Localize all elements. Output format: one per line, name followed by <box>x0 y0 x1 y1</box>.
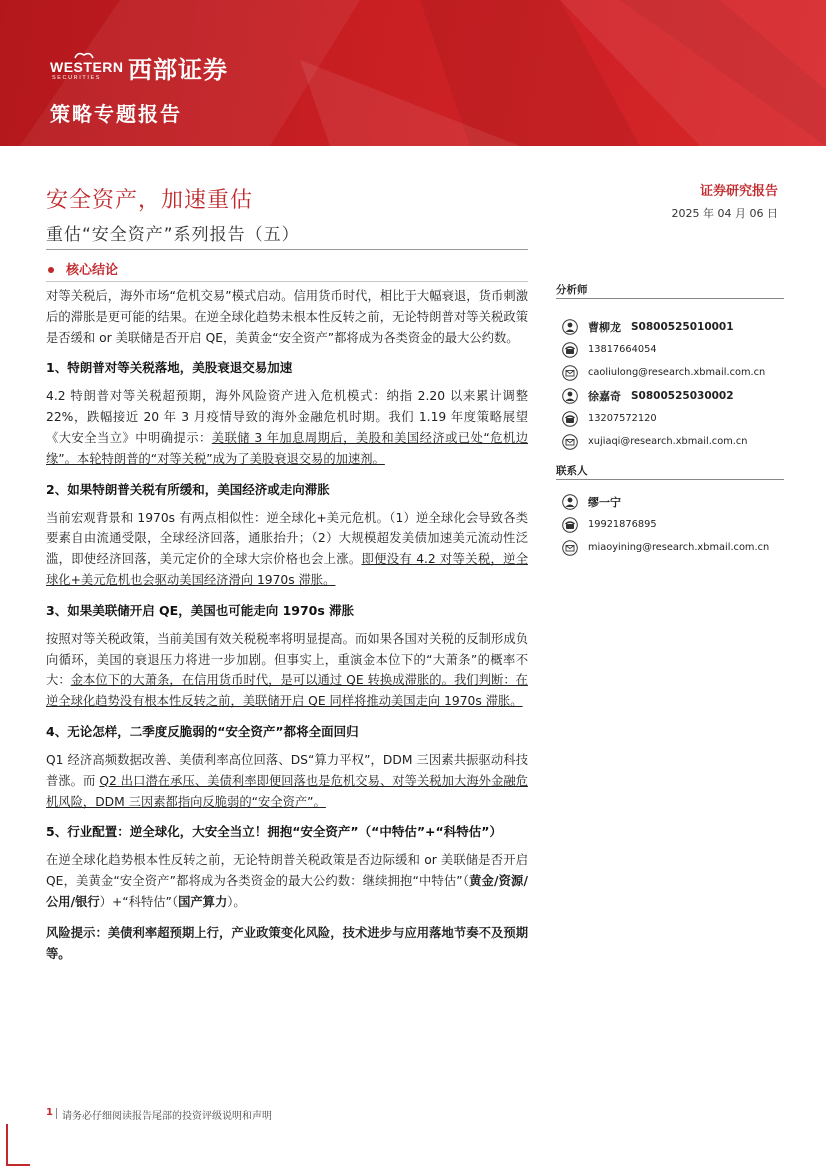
phone-icon <box>562 517 578 533</box>
section-paragraph-3 <box>46 629 528 712</box>
analyst-email-row <box>556 430 784 453</box>
footer-corner-mark <box>6 1124 30 1166</box>
analyst-email-row <box>556 361 784 384</box>
section-1-underlined: 美联储 3 年加息周期后，美股和美国经济或已处“危机边缘”。本轮特朗普的“对等关税”成为了美股衰退交易的加速剂。 <box>46 430 528 466</box>
section-5-bold-sectors: 黄金/资源/公用/银行 <box>46 874 528 909</box>
report-subtitle: 重估“安全资产”系列报告（五） <box>46 225 300 245</box>
contact-email-row <box>556 536 784 559</box>
section-paragraph-4 <box>46 750 528 812</box>
footer-separator <box>56 1108 57 1119</box>
logo-chinese: 西部证券 <box>128 56 228 84</box>
section-paragraph-5 <box>46 850 528 912</box>
contact-heading: 联系人 <box>556 457 784 480</box>
section-heading-4: 4、无论怎样，二季度反脆弱的“安全资产”都将全面回归 <box>46 723 359 739</box>
section-4-text: Q1 经济高频数据改善、美债利率高位回落、DS“算力平权”，DDM 三因素共振驱动科技普涨。而 <box>46 752 528 788</box>
contact-name: 缪一宁 <box>588 495 621 509</box>
section-5-bold-compute: 国产算力 <box>178 894 228 909</box>
mail-icon <box>562 434 578 450</box>
analyst-name: 徐嘉奇 <box>588 389 621 403</box>
section-5-text-2: ）+“科特估”（ <box>99 894 179 909</box>
analyst-phone-row <box>556 338 784 361</box>
mail-icon <box>562 365 578 381</box>
title-divider <box>46 249 528 250</box>
analyst-phone-row <box>556 407 784 430</box>
bullet-icon <box>48 267 54 273</box>
risk-warning: 风险提示：美债利率超预期上行，产业政策变化风险，技术进步与应用落地节奏不及预期等。 <box>46 925 528 961</box>
section-5-text: 在逆全球化趋势根本性反转之前，无论特朗普关税政策是否边际缓和 or 美联储是否开启 QE，美黄金“安全资产”都将成为各类资金的最大公约数：继续拥抱“中特估”（ <box>46 853 528 889</box>
analyst-phone: 13207572120 <box>588 413 657 424</box>
contact-email[interactable]: miaoyining@research.xbmail.com.cn <box>588 542 770 553</box>
person-icon <box>562 388 578 404</box>
analyst-name-row <box>556 315 784 338</box>
section-2-text: 当前宏观背景和 1970s 有两点相似性：逆全球化+美元危机。（1）逆全球化会导致各类要素自由流通受限，全球经济回落，通胀抬升；（2）大规模超发美债加速美元流动性泛滥，即使经济回落，美元定价的全球大宗价格也会上涨。 <box>46 510 528 567</box>
section-3-text: 按照对等关税政策，当前美国有效关税税率将明显提高。而如果各国对关税的反制形成负向循环，美国的衰退压力将进一步加剧。但事实上，重演金本位下的“大萧条”的概率不大： <box>46 631 528 688</box>
phone-icon <box>562 411 578 427</box>
company-logo <box>50 50 228 85</box>
contact-name-row <box>556 490 784 513</box>
section-heading-3: 3、如果美联储开启 QE，美国也可能走向 1970s 滞胀 <box>46 602 355 618</box>
contact-phone: 19921876895 <box>588 519 657 530</box>
analyst-email[interactable]: xujiaqi@research.xbmail.com.cn <box>588 436 748 447</box>
report-type-label: 策略专题报告 <box>50 102 182 126</box>
header-banner <box>0 0 826 146</box>
footer-disclaimer: 请务必仔细阅读报告尾部的投资评级说明和声明 <box>62 1111 272 1122</box>
section-heading-2: 2、如果特朗普关税有所缓和，美国经济或走向滞胀 <box>46 481 330 497</box>
section-5-text-3: ）。 <box>227 894 246 909</box>
logo-horns-icon <box>74 51 94 59</box>
core-conclusion-label: 核心结论 <box>66 263 119 278</box>
logo-english-sub: SECURITIES <box>52 74 102 81</box>
section-1-text: 4.2 特朗普对等关税超预期，海外风险资产进入危机模式：纳指 2.20 以来累计调整 22%，跌幅接近 20 年 3 月疫情导致的海外金融危机时期。我们 1.19 年度策略展望《大安全当立》中明确提示： <box>46 389 528 445</box>
section-2-underlined: 即便没有 4.2 对等关税，逆全球化+美元危机也会驱动美国经济滑向 1970s 滞胀。 <box>46 552 528 587</box>
logo-english: WESTERN <box>50 58 124 75</box>
core-conclusion-heading <box>46 259 528 278</box>
intro-paragraph: 对等关税后，海外市场“危机交易”模式启动。信用货币时代，相比于大幅衰退，货币刺激后的滞胀是更可能的结果。在逆全球化趋势未根本性反转之前，无论特朗普对等关税政策是否缓和 or 美联储是否开启 QE，美黄金“安全资产”都将成为各类资金的最大公约数。 <box>46 289 528 345</box>
report-date: 2025 年 04 月 06 日 <box>671 207 778 220</box>
document-type: 证券研究报告 <box>699 184 778 199</box>
section-paragraph-1 <box>46 386 528 469</box>
person-icon <box>562 319 578 335</box>
core-divider <box>46 281 528 282</box>
section-paragraph-2 <box>46 508 528 591</box>
analyst-license-code: S0800525010001 <box>631 320 734 333</box>
analyst-heading: 分析师 <box>556 276 784 299</box>
report-title: 安全资产，加速重估 <box>46 188 254 213</box>
analyst-license-code: S0800525030002 <box>631 389 734 402</box>
mail-icon <box>562 540 578 556</box>
main-content <box>46 286 528 964</box>
section-3-underlined: 金本位下的大萧条，在信用货币时代，是可以通过 QE 转换成滞胀的。我们判断：在逆全球化趋势没有根本性反转之前，美联储开启 QE 同样将推动美国走向 1970s 滞胀。 <box>46 673 528 709</box>
analyst-phone: 13817664054 <box>588 344 657 355</box>
person-icon <box>562 494 578 510</box>
contact-phone-row <box>556 513 784 536</box>
section-heading-1: 1、特朗普对等关税落地，美股衰退交易加速 <box>46 360 293 376</box>
analyst-email[interactable]: caoliulong@research.xbmail.com.cn <box>588 367 766 378</box>
phone-icon <box>562 342 578 358</box>
analyst-name-row <box>556 384 784 407</box>
analyst-sidebar <box>556 276 784 559</box>
page-number: 1 <box>46 1107 53 1118</box>
analyst-name: 曹柳龙 <box>588 320 621 334</box>
section-4-underlined: Q2 出口潜在承压、美债利率即便回落也是危机交易、对等关税加大海外金融危机风险，DDM 三因素都指向反脆弱的“安全资产”。 <box>46 773 528 809</box>
section-heading-5: 5、行业配置：逆全球化，大安全当立！拥抱“安全资产”（“中特估”+“科特估”） <box>46 824 502 840</box>
